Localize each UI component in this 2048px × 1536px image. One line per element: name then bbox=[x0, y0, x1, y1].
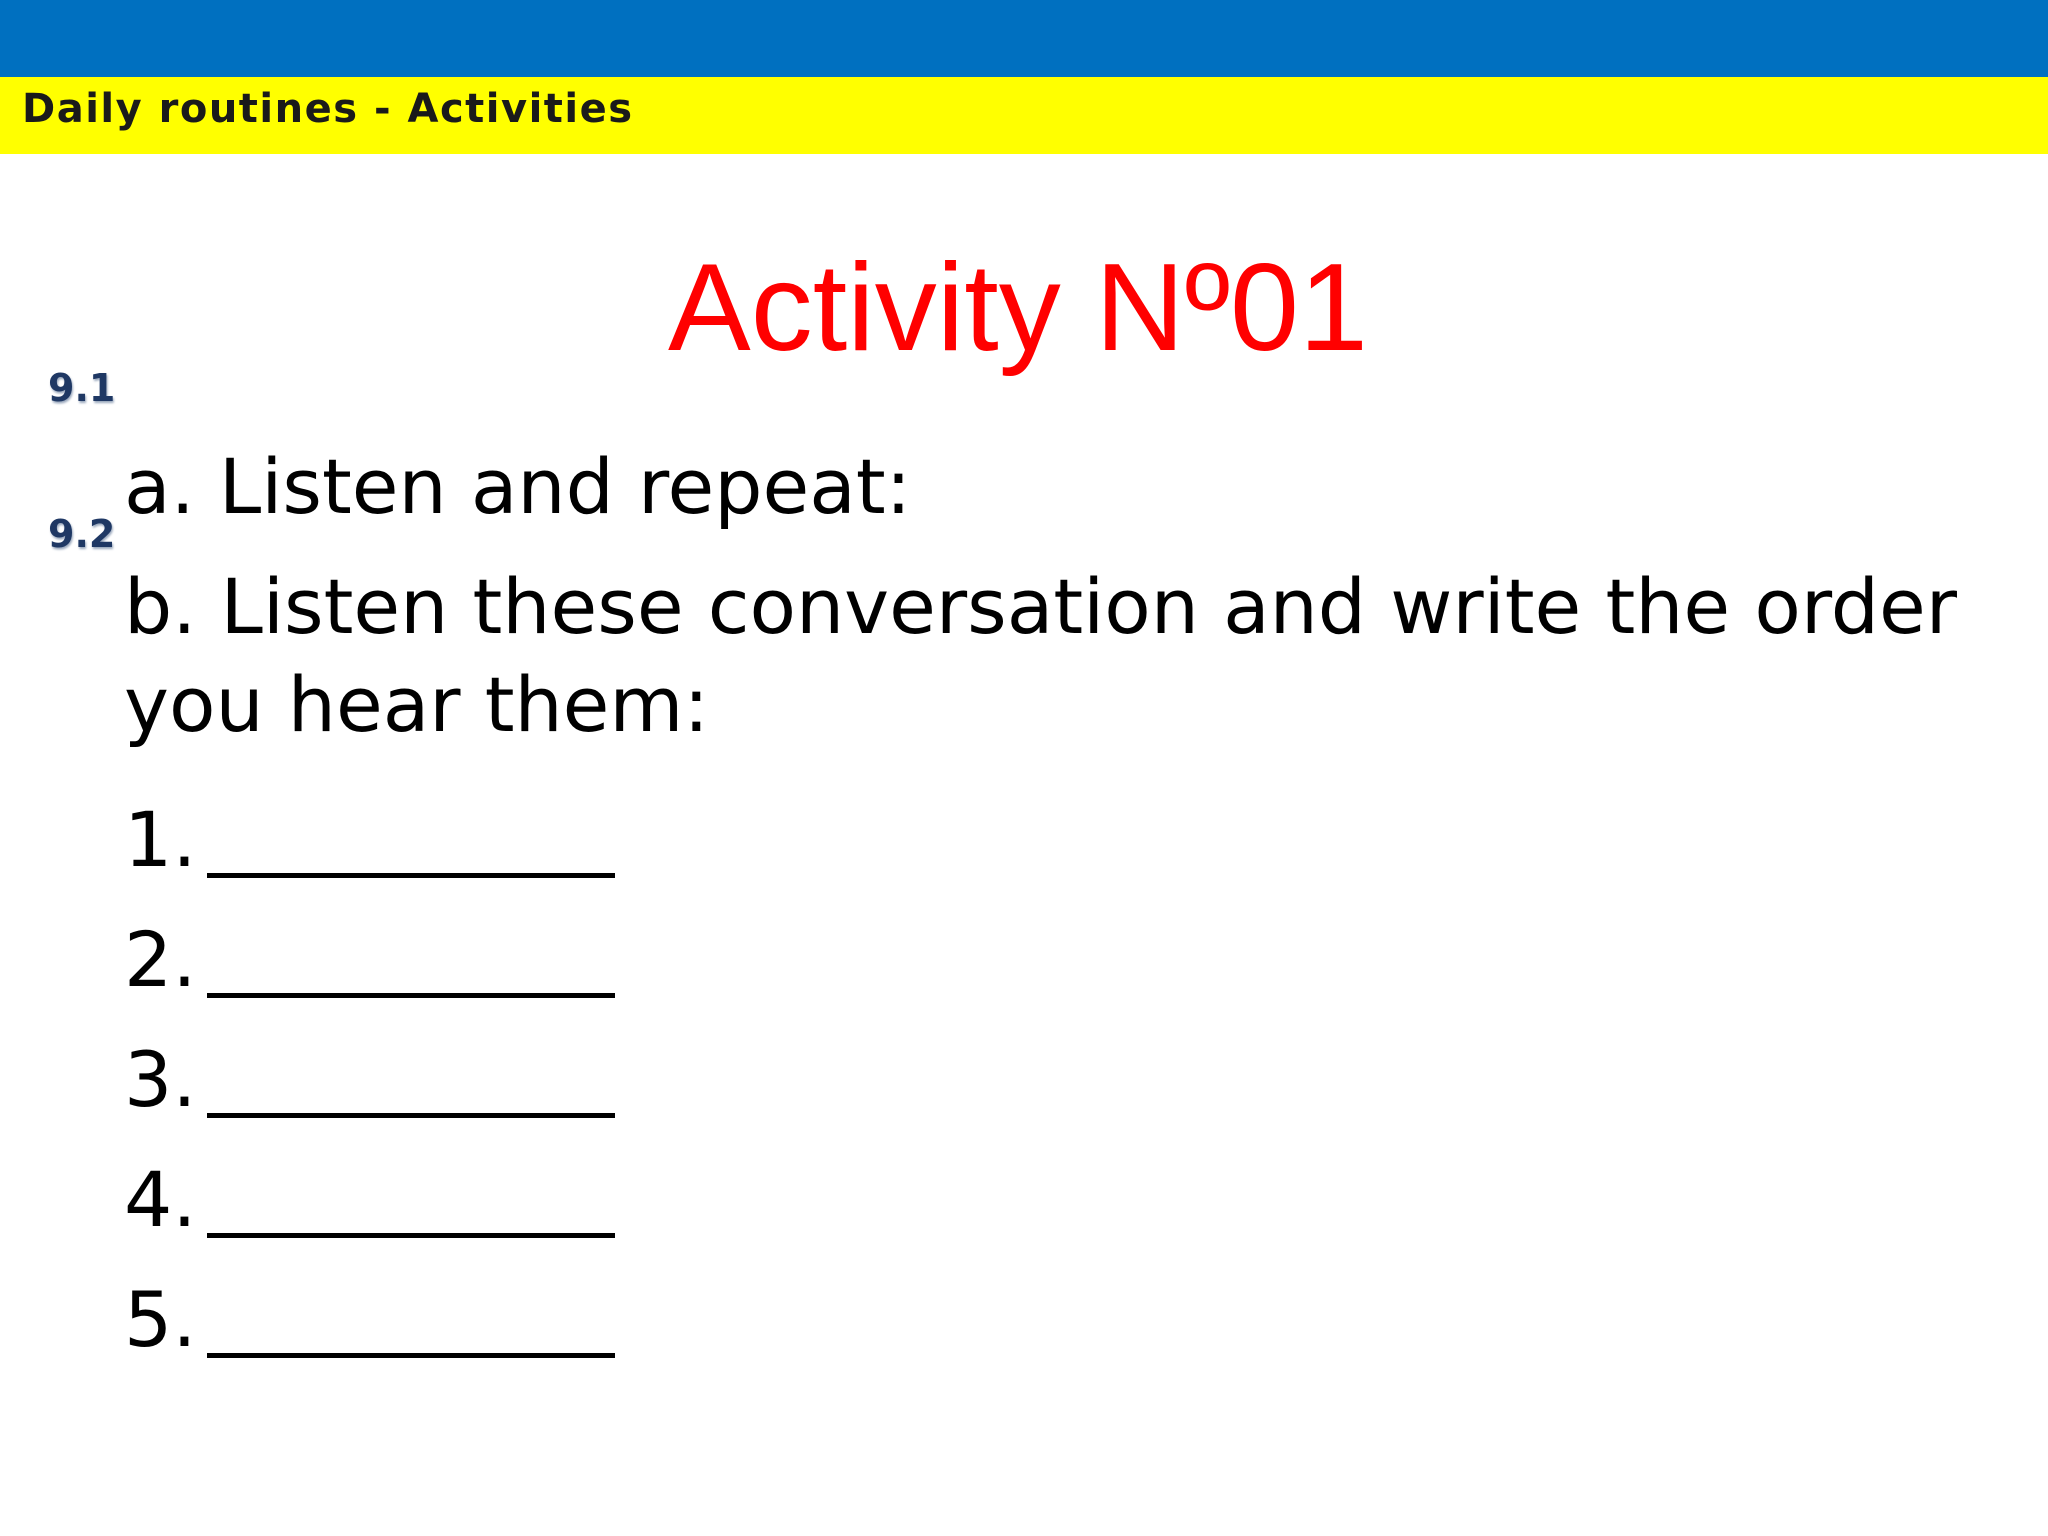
answer-number: 5. bbox=[124, 1275, 197, 1364]
answer-blank-1[interactable] bbox=[207, 780, 615, 878]
answer-list bbox=[124, 780, 1994, 1380]
answer-blank-3[interactable] bbox=[207, 1020, 615, 1118]
answer-item bbox=[124, 1140, 1994, 1260]
answer-blank-5[interactable] bbox=[207, 1260, 615, 1358]
instruction-b: b. Listen these conversation and write the order you hear them: bbox=[124, 562, 1957, 749]
instructions-block bbox=[124, 438, 1994, 1380]
answer-item bbox=[124, 780, 1994, 900]
audio-track-badge-9-1[interactable]: 9.1 bbox=[48, 366, 116, 410]
answer-item bbox=[124, 1020, 1994, 1140]
activity-title: Activity Nº01 bbox=[668, 239, 1368, 377]
answer-number: 2. bbox=[124, 915, 197, 1004]
answer-item bbox=[124, 1260, 1994, 1380]
answer-number: 1. bbox=[124, 795, 197, 884]
answer-number: 4. bbox=[124, 1155, 197, 1244]
audio-track-badge-9-2[interactable]: 9.2 bbox=[48, 512, 116, 556]
answer-item bbox=[124, 900, 1994, 1020]
slide-header-title: Daily routines - Activities bbox=[22, 86, 634, 132]
answer-number: 3. bbox=[124, 1035, 197, 1124]
top-color-band bbox=[0, 0, 2048, 77]
answer-blank-2[interactable] bbox=[207, 900, 615, 998]
answer-blank-4[interactable] bbox=[207, 1140, 615, 1238]
instruction-a: a. Listen and repeat: bbox=[124, 442, 912, 531]
